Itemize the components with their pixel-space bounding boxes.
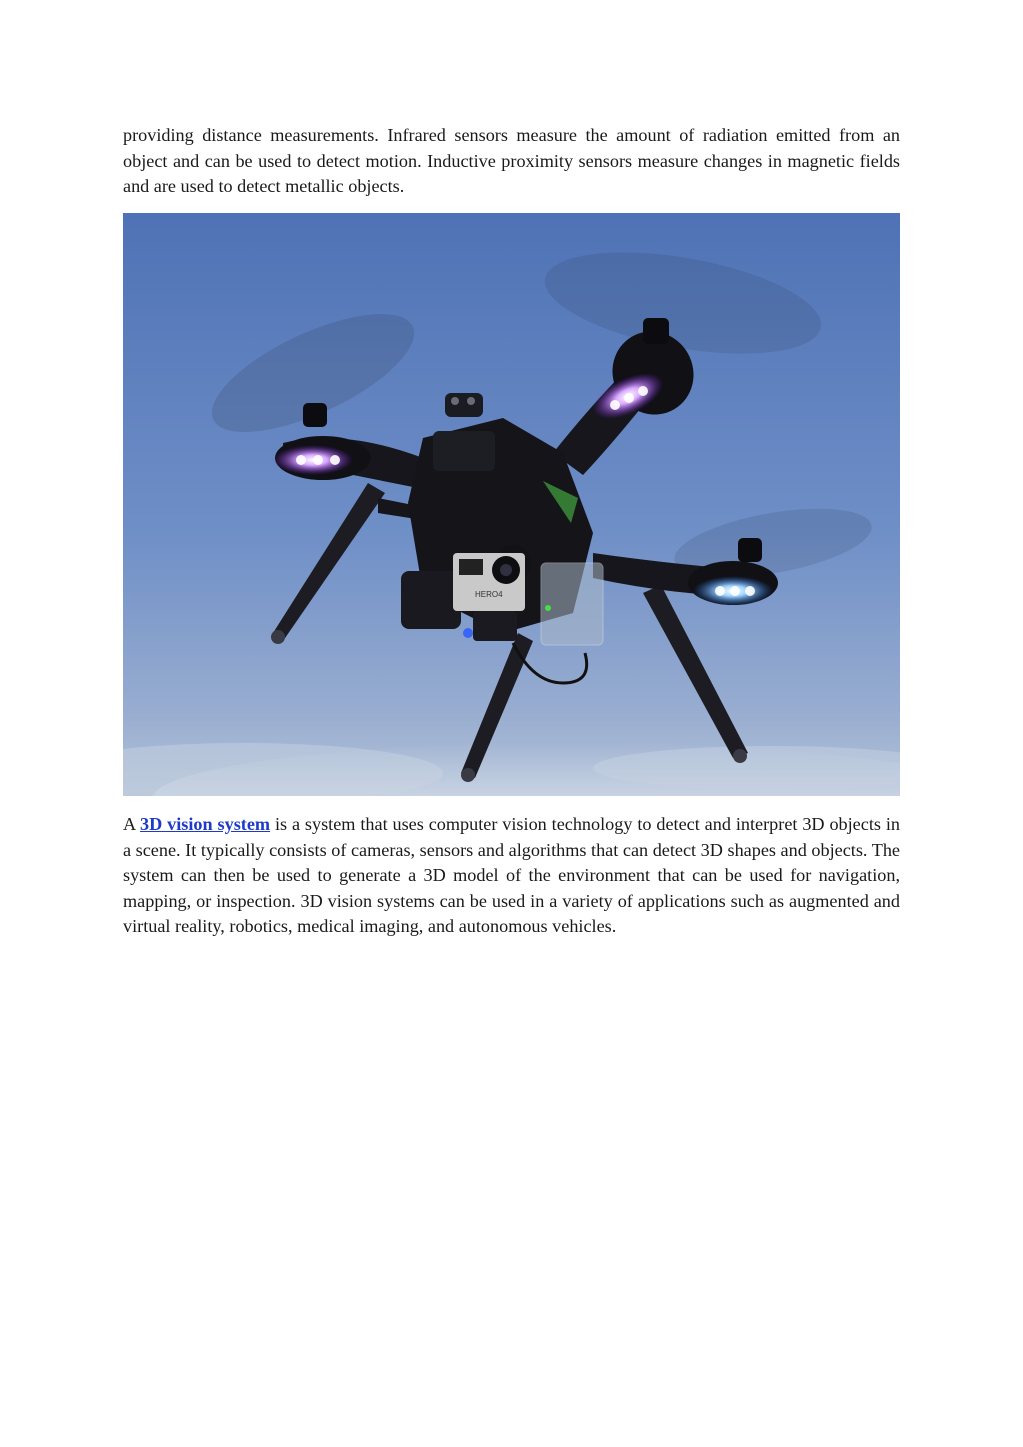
paragraph-body: is a system that uses computer vision technology to detect and interpret 3D objects in a scene. It typically consists of cameras, sensors and algorithms that can detect 3D shapes and objects. The system can then be used to generate a 3D model of the environment that can be used for navigation, mapping, or inspection. 3D vision systems can be used in a variety of applications such as augmented and virtual reality, robotics, medical imaging, and autonomous vehicles. <box>123 814 900 937</box>
3d-vision-system-link[interactable]: 3D vision system <box>140 814 271 834</box>
paragraph-sensors: providing distance measurements. Infrared sensors measure the amount of radiation emitted from an object and can be used to detect motion. Inductive proximity sensors measure changes in magnetic fields and are used to detect metallic objects. <box>123 125 900 197</box>
camera-model-label: HERO4 <box>475 590 503 599</box>
paragraph-3d-vision <box>123 812 900 940</box>
paragraph-lead: A <box>123 814 136 834</box>
drone-photo <box>123 213 900 796</box>
